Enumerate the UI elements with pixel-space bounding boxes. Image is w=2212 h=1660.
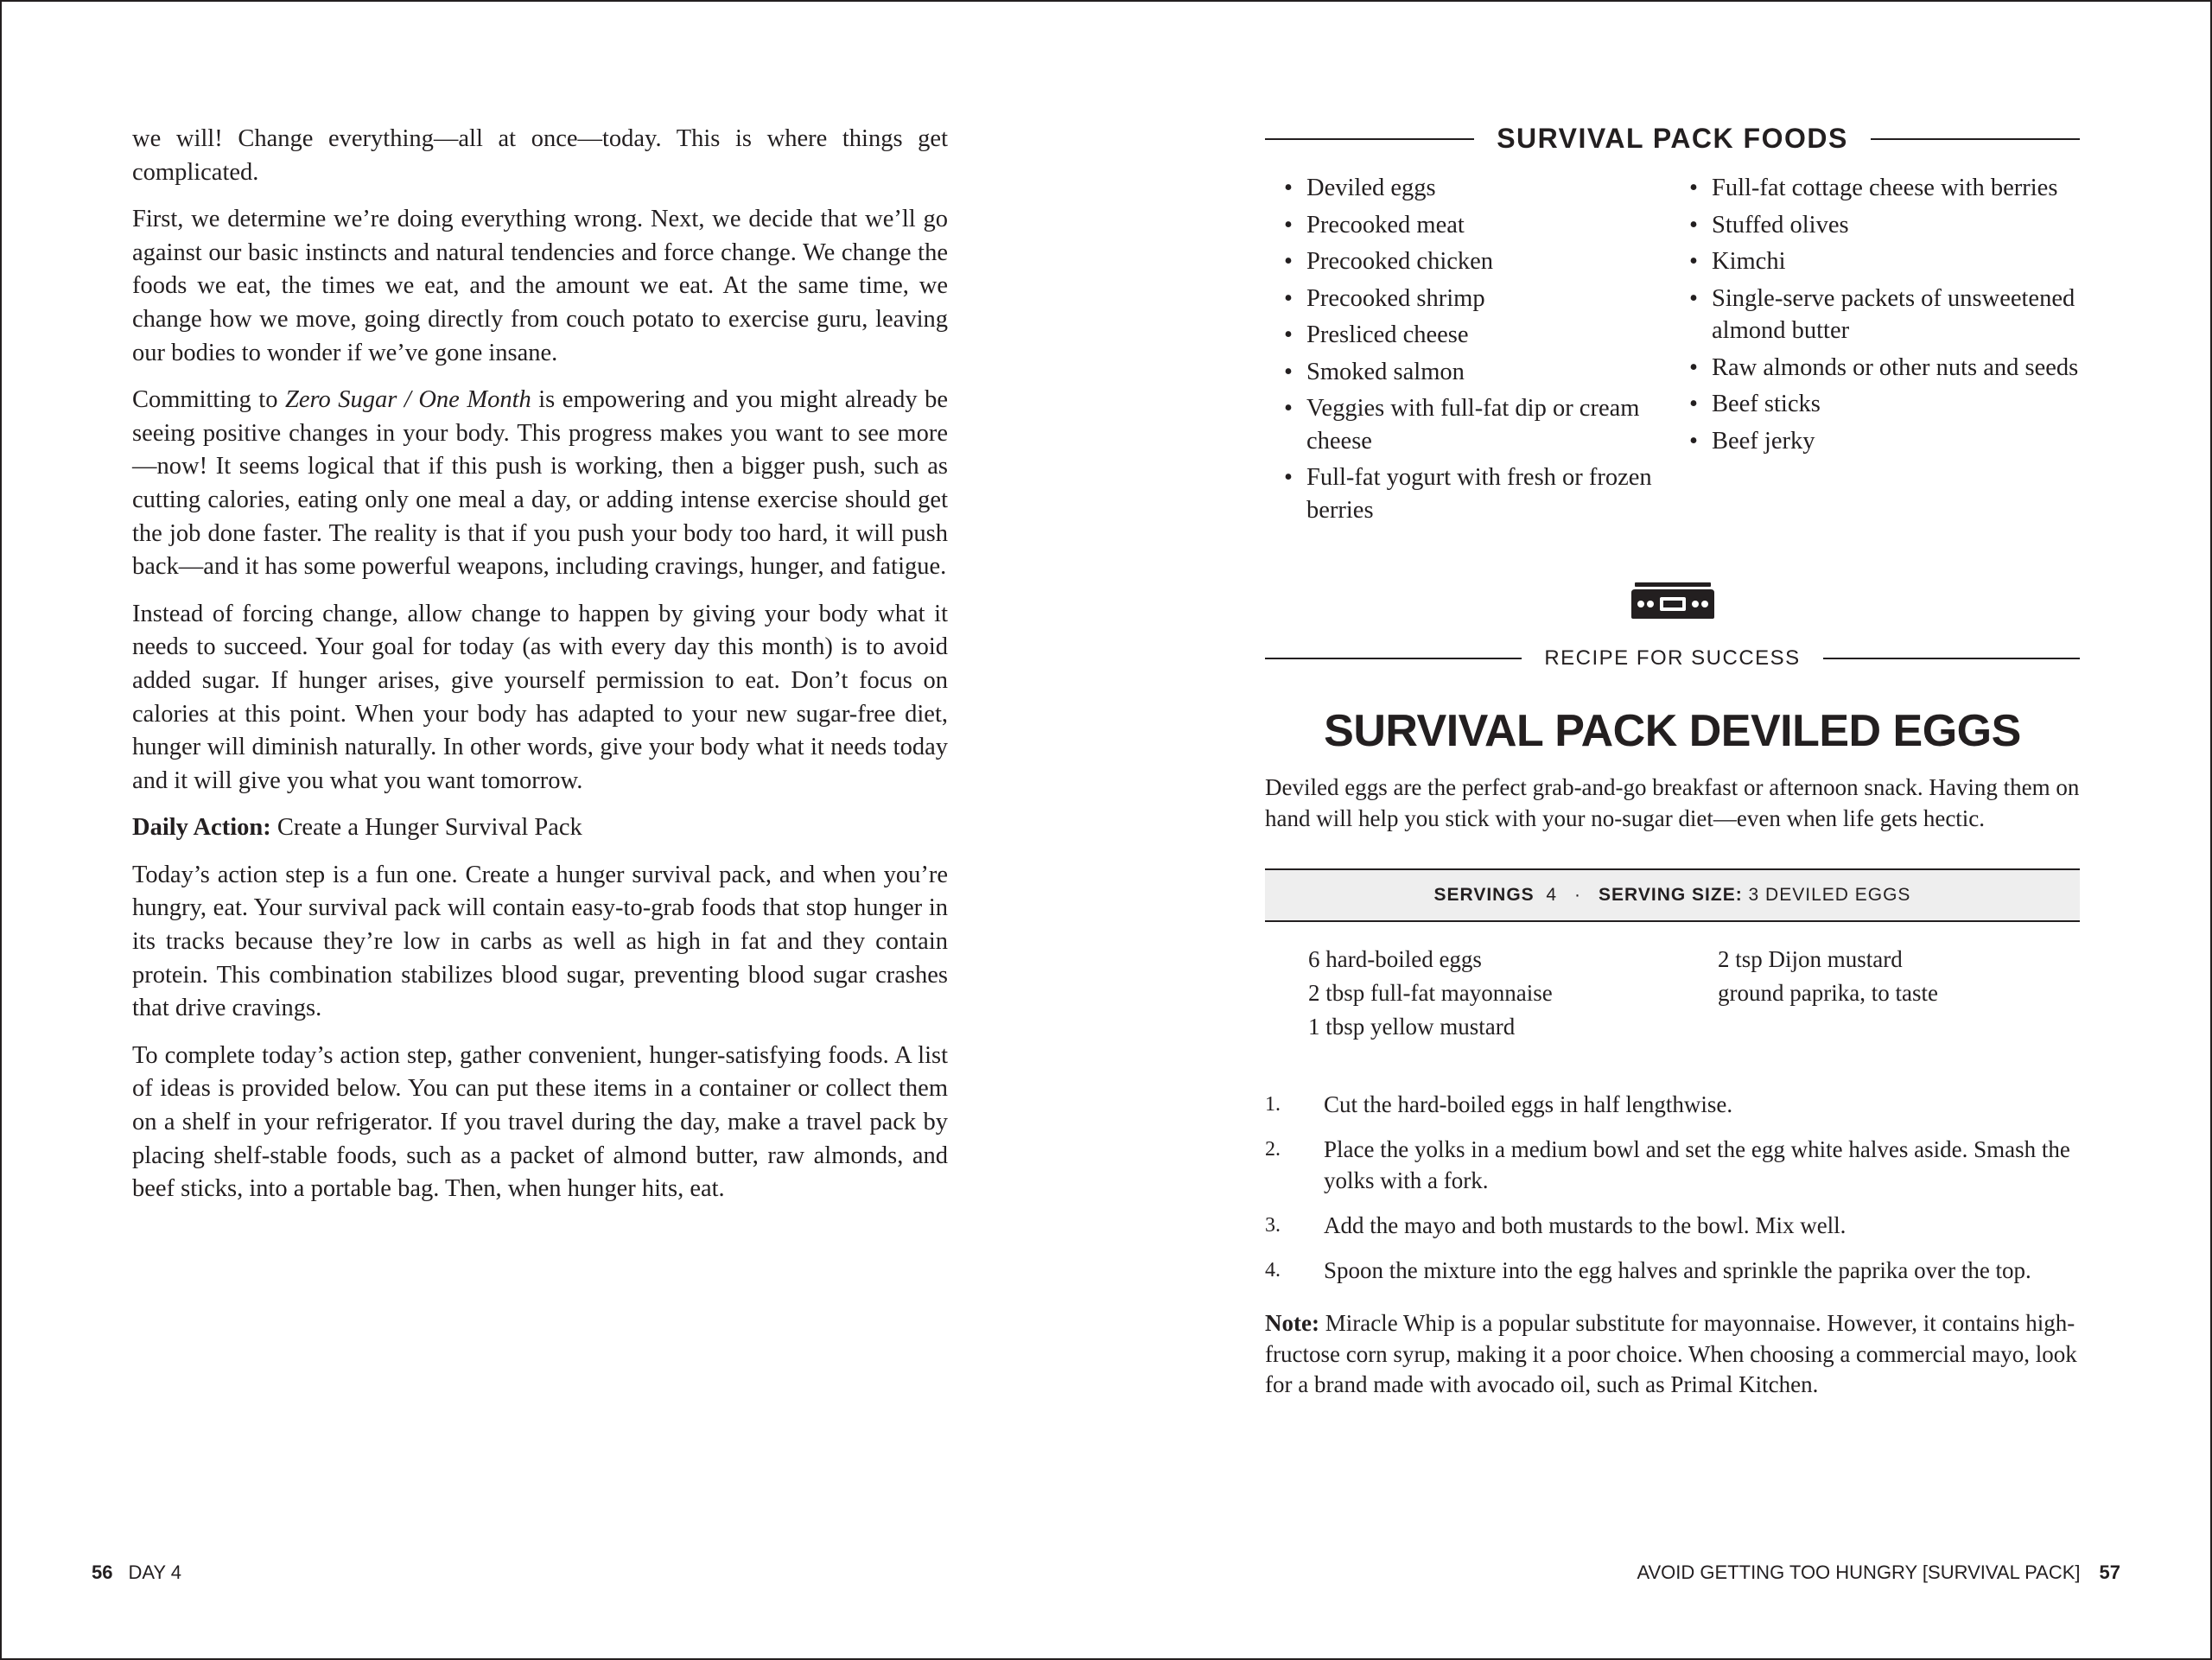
serving-size-label: SERVING SIZE: xyxy=(1599,885,1743,905)
page-number: 56 xyxy=(92,1561,113,1583)
paragraph xyxy=(132,384,948,584)
daily-action xyxy=(132,811,948,845)
list-item: • Full-fat yogurt with fresh or frozen berries xyxy=(1284,461,1689,526)
serving-size-value: 3 DEVILED EGGS xyxy=(1748,885,1911,905)
paragraph: First, we determine we’re doing everything wrong. Next, we decide that we’ll go against our basic instincts and natural tendencies and force change. We change the foods we eat, the times we eat, and the amount we eat. At the same time, we change how we move, going directly from couch potato to exercise guru, leaving our bodies to wonder if we’ve gone insane. xyxy=(132,206,948,366)
ingredient: 2 tbsp full-fat mayonnaise xyxy=(1308,980,1553,1006)
step-number: 4. xyxy=(1265,1259,1281,1282)
list-item: • Stuffed olives xyxy=(1689,209,2080,242)
note-label: Note: xyxy=(1265,1310,1319,1336)
list-item: • Presliced cheese xyxy=(1284,319,1689,352)
recipe-note xyxy=(1265,1308,2080,1401)
rule-line xyxy=(1265,658,1522,659)
right-page-body xyxy=(1265,123,2080,1401)
rule-line xyxy=(1823,658,2080,659)
ingredient: 6 hard-boiled eggs xyxy=(1308,946,1482,972)
left-page-body xyxy=(132,123,948,1220)
daily-action-label: Daily Action: xyxy=(132,814,271,842)
running-head: AVOID GETTING TOO HUNGRY [SURVIVAL PACK] xyxy=(1637,1561,2081,1583)
step-text: Place the yolks in a medium bowl and set the egg white halves aside. Smash the yolks with a fork. xyxy=(1324,1136,2070,1193)
paragraph: we will! Change everything—all at once—today. This is where things get complicated. xyxy=(132,125,948,186)
ingredient: 2 tsp Dijon mustard xyxy=(1718,946,1903,972)
kitchen-scale-icon xyxy=(1630,581,1716,620)
recipe-intro: Deviled eggs are the perfect grab-and-go breakfast or afternoon snack. Having them on hand will help you stick with your no-sugar diet—even when life gets hectic. xyxy=(1265,774,2080,831)
step xyxy=(1265,1134,2080,1196)
recipe-title: SURVIVAL PACK DEVILED EGGS xyxy=(1324,706,2021,756)
list-item: • Single-serve packets of unsweetened almond butter xyxy=(1689,283,2080,347)
list-item: • Beef sticks xyxy=(1689,388,2080,421)
foods-heading-text: SURVIVAL PACK FOODS xyxy=(1497,123,1848,154)
paragraph: Today’s action step is a fun one. Create a hunger survival pack, and when you’re hungry, eat. Your survival pack will contain easy-to-grab foods that stop hunger in its tracks because they’re low in carbs as well as high in fat and they contain protein. This combination stabilizes blood sugar, preventing blood sugar crashes that drive cravings. xyxy=(132,861,948,1022)
paragraph: Instead of forcing change, allow change to happen by giving your body what it needs to succeed. Your goal for today (as with every day this month) is to avoid added sugar. If hunger arises, give yourself permission to eat. Don’t focus on calories at this point. When your body has adapted to your new sugar-free diet, hunger will diminish naturally. In other words, give your body what it needs today and it will give you what you want tomorrow. xyxy=(132,600,948,794)
recipe-steps xyxy=(1265,1089,2080,1286)
ingredients xyxy=(1265,943,2080,1044)
list-item: • Full-fat cottage cheese with berries xyxy=(1689,172,2080,205)
step-number: 1. xyxy=(1265,1093,1281,1116)
foods-column-1 xyxy=(1265,172,1689,531)
step-text: Spoon the mixture into the egg halves and sprinkle the paprika over the top. xyxy=(1324,1257,2031,1283)
rule-line xyxy=(1265,138,1474,140)
ingredients-column-2 xyxy=(1718,943,1938,1044)
text-run: Committing to xyxy=(132,386,285,414)
step-text: Cut the hard-boiled eggs in half lengthwise. xyxy=(1324,1091,1733,1117)
servings-label: SERVINGS xyxy=(1433,885,1535,905)
list-item: • Veggies with full-fat dip or cream cheese xyxy=(1284,392,1689,457)
daily-action-text: Create a Hunger Survival Pack xyxy=(270,814,582,842)
servings-value: 4 xyxy=(1546,885,1558,905)
rule-line xyxy=(1871,138,2080,140)
step xyxy=(1265,1255,2080,1286)
list-item: • Precooked shrimp xyxy=(1284,283,1689,315)
book-title: Zero Sugar / One Month xyxy=(284,386,531,414)
list-item: • Beef jerky xyxy=(1689,425,2080,458)
step-text: Add the mayo and both mustards to the bowl. Mix well. xyxy=(1324,1212,1847,1238)
ingredient: ground paprika, to taste xyxy=(1718,980,1938,1006)
separator: · xyxy=(1574,885,1582,905)
step xyxy=(1265,1089,2080,1120)
list-item: • Smoked salmon xyxy=(1284,356,1689,389)
left-folio xyxy=(92,1561,181,1584)
ingredient: 1 tbsp yellow mustard xyxy=(1308,1014,1516,1040)
list-item: • Precooked chicken xyxy=(1284,245,1689,278)
foods-heading xyxy=(1265,123,2080,155)
ingredients-column-1 xyxy=(1308,943,1718,1044)
step-number: 3. xyxy=(1265,1214,1281,1237)
foods-column-2 xyxy=(1689,172,2080,531)
recipe-label: RECIPE FOR SUCCESS xyxy=(1544,646,1801,670)
recipe-heading xyxy=(1265,646,2080,671)
right-folio xyxy=(1637,1561,2120,1584)
step-number: 2. xyxy=(1265,1138,1281,1161)
running-head: DAY 4 xyxy=(128,1561,182,1583)
list-item: • Raw almonds or other nuts and seeds xyxy=(1689,352,2080,385)
text-run: is empowering and you might already be seeing positive changes in your body. This progress makes you want to see more—now! It seems logical that if this push is working, then a bigger push, such as cutting calories, eating only one meal a day, or adding intense exercise should get the job done faster. The reality is that if you push your body too hard, it will push back—and it has some powerful weapons, including cravings, hunger, and fatigue. xyxy=(132,386,949,581)
page-number: 57 xyxy=(2099,1561,2120,1583)
servings-bar xyxy=(1265,868,2080,922)
list-item: • Kimchi xyxy=(1689,245,2080,278)
step xyxy=(1265,1210,2080,1241)
paragraph: To complete today’s action step, gather convenient, hunger-satisfying foods. A list of ideas is provided below. You can put these items in a container or collect them on a shelf in your refrigerator. If you travel during the day, make a travel pack by placing shelf-stable foods, such as a packet of almond butter, raw almonds, and beef sticks, into a portable bag. Then, when hunger hits, eat. xyxy=(132,1041,948,1203)
note-text: Miracle Whip is a popular substitute for mayonnaise. However, it contains high-fructose corn syrup, making it a poor choice. When choosing a commercial mayo, look for a brand made with avocado oil, such as Primal Kitchen. xyxy=(1265,1310,2077,1397)
list-item: • Precooked meat xyxy=(1284,209,1689,242)
list-item: • Deviled eggs xyxy=(1284,172,1689,205)
foods-list xyxy=(1265,172,2080,531)
